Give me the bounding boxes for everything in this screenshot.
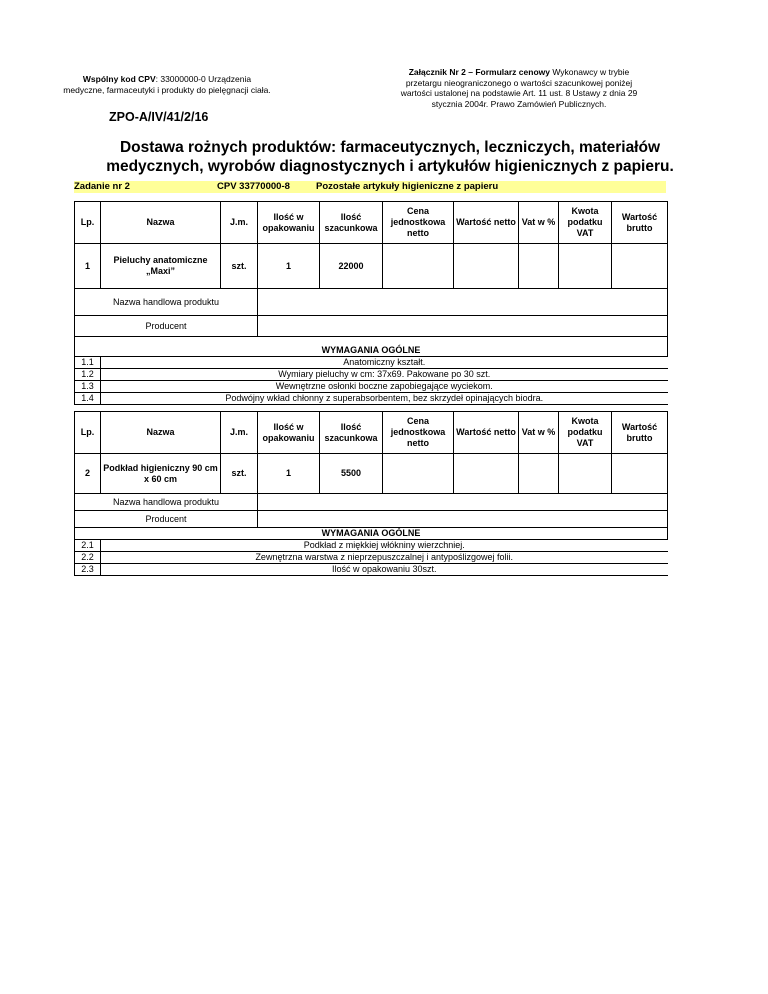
case-number: ZPO-A/IV/41/2/16 xyxy=(109,110,209,124)
col-vat: Vat w % xyxy=(519,412,559,454)
col-unit: J.m. xyxy=(221,202,258,244)
producer-row xyxy=(75,316,668,337)
col-quantity: Ilość szacunkowa xyxy=(320,202,383,244)
item-quantity: 5500 xyxy=(320,454,383,494)
annex-text: Wykonawcy w trybie przetargu nieograniczonego o wartości szacunkowej poniżej wartości ustalonej na podstawie Art. 11 ust. 8 Ustawy z dnia 29 stycznia 2004r. Prawo Zamówień Publicznych. xyxy=(400,67,638,109)
item-net-value-cell[interactable] xyxy=(454,244,519,289)
requirement-row xyxy=(75,381,668,393)
item-per-pack: 1 xyxy=(258,244,320,289)
requirement-text: Anatomiczny kształt. xyxy=(101,357,668,369)
requirements-title-row xyxy=(75,337,668,357)
requirement-number: 1.4 xyxy=(75,393,101,405)
requirement-text: Ilość w opakowaniu 30szt. xyxy=(101,564,668,576)
annex-label: Załącznik Nr 2 – Formularz cenowy xyxy=(408,67,550,77)
col-gross-value: Wartość brutto xyxy=(612,412,668,454)
trade-name-label: Nazwa handlowa produktu xyxy=(75,494,258,511)
requirement-text: Podwójny wkład chłonny z superabsorbentem, bez skrzydeł opinających biodra. xyxy=(101,393,668,405)
requirement-text: Zewnętrzna warstwa z nieprzepuszczalnej i antypoślizgowej folii. xyxy=(101,552,668,564)
col-net-value: Wartość netto xyxy=(454,412,519,454)
producer-label: Producent xyxy=(75,316,258,337)
cpv-text: : 33000000-0 Urządzenia medyczne, farmaceutyki i produkty do pielęgnacji ciała. xyxy=(63,74,271,95)
item-vat-cell[interactable] xyxy=(519,244,559,289)
col-unit: J.m. xyxy=(221,412,258,454)
requirement-number: 2.3 xyxy=(75,564,101,576)
table-header-row xyxy=(75,412,668,454)
col-gross-value: Wartość brutto xyxy=(612,202,668,244)
requirements-title-row xyxy=(75,528,668,540)
col-vat: Vat w % xyxy=(519,202,559,244)
requirement-row xyxy=(75,357,668,369)
producer-value-cell[interactable] xyxy=(258,316,668,337)
trade-name-value-cell[interactable] xyxy=(258,494,668,511)
requirements-title: WYMAGANIA OGÓLNE xyxy=(75,528,668,540)
requirement-text: Wymiary pieluchy w cm: 37x69. Pakowane po 30 szt. xyxy=(101,369,668,381)
col-name: Nazwa xyxy=(101,202,221,244)
requirement-number: 1.1 xyxy=(75,357,101,369)
task-bar xyxy=(74,181,666,193)
col-vat-amount: Kwota podatku VAT xyxy=(559,202,612,244)
table-row xyxy=(75,454,668,494)
task-label: Zadanie nr 2 xyxy=(74,181,130,192)
requirement-text: Podkład z miękkiej włókniny wierzchniej. xyxy=(101,540,668,552)
trade-name-value-cell[interactable] xyxy=(258,289,668,316)
item-unit: szt. xyxy=(221,454,258,494)
item-vat-cell[interactable] xyxy=(519,454,559,494)
producer-label: Producent xyxy=(75,511,258,528)
requirement-row xyxy=(75,393,668,405)
col-vat-amount: Kwota podatku VAT xyxy=(559,412,612,454)
table-row xyxy=(75,244,668,289)
task-description: Pozostałe artykuły higieniczne z papieru xyxy=(316,181,499,192)
trade-name-label: Nazwa handlowa produktu xyxy=(75,289,258,316)
requirement-row xyxy=(75,552,668,564)
requirement-number: 1.3 xyxy=(75,381,101,393)
col-per-pack: Ilość w opakowaniu xyxy=(258,202,320,244)
requirement-number: 2.2 xyxy=(75,552,101,564)
annex-info xyxy=(390,67,648,109)
producer-value-cell[interactable] xyxy=(258,511,668,528)
col-unit-price: Cena jednostkowa netto xyxy=(383,412,454,454)
requirement-row xyxy=(75,540,668,552)
price-table-item-1 xyxy=(74,201,668,405)
cpv-info xyxy=(62,74,272,96)
item-quantity: 22000 xyxy=(320,244,383,289)
price-table-item-2 xyxy=(74,411,668,576)
col-lp: Lp. xyxy=(75,202,101,244)
requirements-title: WYMAGANIA OGÓLNE xyxy=(75,337,668,357)
trade-name-row xyxy=(75,289,668,316)
col-unit-price: Cena jednostkowa netto xyxy=(383,202,454,244)
requirement-row xyxy=(75,564,668,576)
item-lp: 2 xyxy=(75,454,101,494)
item-gross-value-cell[interactable] xyxy=(612,454,668,494)
page-title: Dostawa rożnych produktów: farmaceutycznych, leczniczych, materiałów medycznych, wyrobów diagnostycznych i artykułów higienicznych z papieru. xyxy=(106,139,674,175)
col-quantity: Ilość szacunkowa xyxy=(320,412,383,454)
item-per-pack: 1 xyxy=(258,454,320,494)
item-vat-amount-cell[interactable] xyxy=(559,454,612,494)
item-vat-amount-cell[interactable] xyxy=(559,244,612,289)
item-net-value-cell[interactable] xyxy=(454,454,519,494)
requirement-number: 1.2 xyxy=(75,369,101,381)
cpv-label: Wspólny kod CPV xyxy=(82,74,156,84)
table-header-row xyxy=(75,202,668,244)
col-per-pack: Ilość w opakowaniu xyxy=(258,412,320,454)
item-unit-price-cell[interactable] xyxy=(383,454,454,494)
item-name: Podkład higieniczny 90 cm x 60 cm xyxy=(101,454,221,494)
col-name: Nazwa xyxy=(101,412,221,454)
task-cpv: CPV 33770000-8 xyxy=(217,181,290,192)
requirement-row xyxy=(75,369,668,381)
item-lp: 1 xyxy=(75,244,101,289)
item-gross-value-cell[interactable] xyxy=(612,244,668,289)
trade-name-row xyxy=(75,494,668,511)
item-unit-price-cell[interactable] xyxy=(383,244,454,289)
requirement-text: Wewnętrzne osłonki boczne zapobiegające wyciekom. xyxy=(101,381,668,393)
col-net-value: Wartość netto xyxy=(454,202,519,244)
requirement-number: 2.1 xyxy=(75,540,101,552)
col-lp: Lp. xyxy=(75,412,101,454)
item-name: Pieluchy anatomiczne „Maxi” xyxy=(101,244,221,289)
producer-row xyxy=(75,511,668,528)
item-unit: szt. xyxy=(221,244,258,289)
